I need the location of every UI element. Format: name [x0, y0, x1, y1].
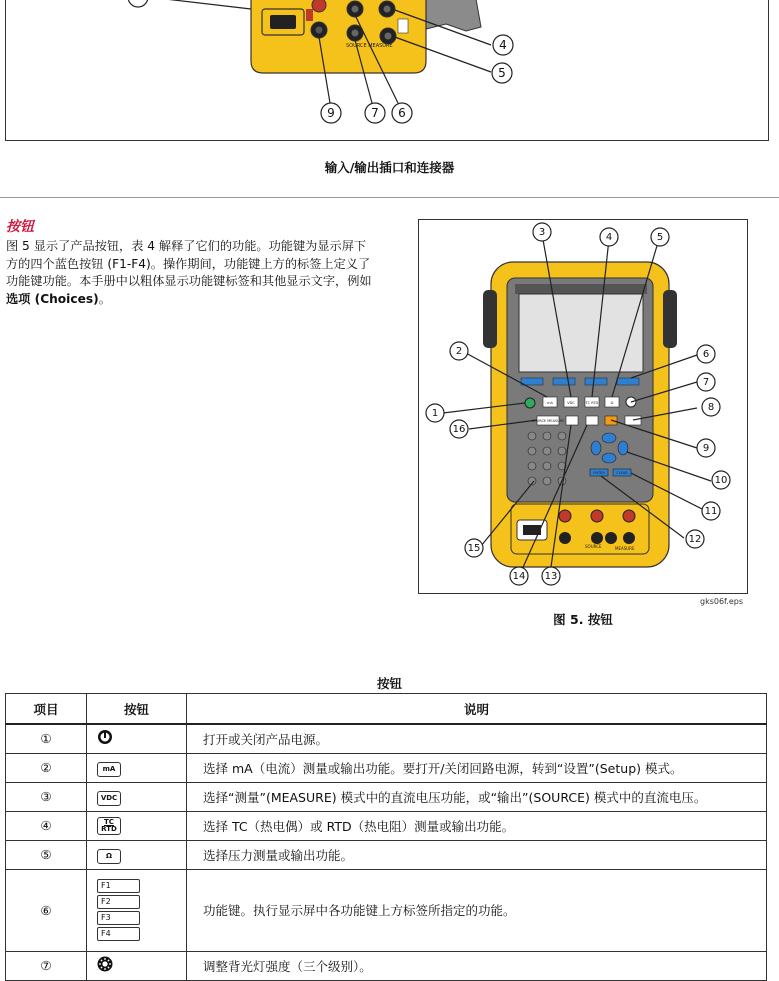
panel-label: SOURCE MEASURE — [346, 43, 393, 49]
fig5-callout-10-label: 10 — [714, 475, 728, 486]
fig5-callout-9-label: 9 — [702, 443, 710, 454]
row-button — [87, 753, 187, 782]
row-description: 选择 mA（电流）测量或输出功能。要打开/关闭回路电源，转到“设置”(Setup) 模式。 — [187, 753, 767, 782]
table-title: 按钮 — [376, 676, 402, 691]
figure-caption-io: 输入/输出插口和连接器 — [324, 160, 455, 175]
section-divider — [0, 197, 779, 198]
fig5-callout-2-label: 2 — [455, 346, 463, 357]
header-description: 说明 — [187, 694, 767, 725]
fig5-callout-13-label: 13 — [544, 571, 558, 582]
row-item: ⑤ — [6, 840, 87, 869]
row-description: 调整背光灯强度（三个级别）。 — [187, 951, 767, 980]
tc-rtd-key-icon — [97, 817, 121, 835]
fig5-callout-6-label: 6 — [702, 349, 710, 360]
key-enter-label: ENTER — [593, 471, 605, 475]
table-row — [6, 951, 767, 980]
key-tcrtd-label: TC RTD — [585, 401, 599, 405]
fig5-callout-3-label: 3 — [538, 227, 546, 238]
table-row — [6, 811, 767, 840]
row-description: 选择 TC（热电偶）或 RTD（热电阻）测量或输出功能。 — [187, 811, 767, 840]
table-row — [6, 724, 767, 753]
key-clear-label: CLEAR — [616, 471, 628, 475]
fig5-callout-11-label: 11 — [704, 506, 718, 517]
callout-5-label: 5 — [498, 66, 506, 80]
fig5-callout-5-label: 5 — [656, 232, 664, 243]
fig5-callout-4-label: 4 — [605, 232, 613, 243]
row-description: 选择压力测量或输出功能。 — [187, 840, 767, 869]
measure-label: MEASURE — [615, 546, 635, 551]
row-item: ② — [6, 753, 87, 782]
callout-9-label: 9 — [327, 106, 335, 120]
rtd-label: RTD — [101, 824, 117, 833]
backlight-icon — [97, 956, 113, 972]
f2-key-icon: F2 — [97, 895, 140, 909]
row-description: 功能键。执行显示屏中各功能键上方标签所指定的功能。 — [187, 869, 767, 951]
row-button — [87, 782, 187, 811]
key-source-measure-label: SOURCE MEASURE — [531, 419, 565, 423]
header-item: 项目 — [6, 694, 87, 725]
key-ohm-label: Ω — [610, 401, 614, 405]
row-button — [87, 811, 187, 840]
row-button — [87, 840, 187, 869]
fig5-callout-12-label: 12 — [688, 534, 702, 545]
io-connectors-illustration — [6, 0, 769, 141]
header-button: 按钮 — [87, 694, 187, 725]
f4-key-icon: F4 — [97, 927, 140, 941]
body-text: 图 5 显示了产品按钮，表 4 解释了它们的功能。功能键为显示屏下方的四个蓝色按钮 (F1-F4)。操作期间，功能键上方的标签上定义了功能键功能。本手册中以粗体显示功能键标签和其他显示文字，例如 — [6, 239, 372, 288]
key-ma-label: mA — [547, 401, 553, 405]
table-row — [6, 869, 767, 951]
row-item: ① — [6, 724, 87, 753]
figure-caption-buttons: 图 5. 按钮 — [553, 612, 613, 627]
section-heading: 按钮 — [6, 219, 34, 235]
fig5-callout-8-label: 8 — [707, 402, 715, 413]
pressure-key-icon: Ω — [97, 849, 121, 864]
key-vdc-label: VDC — [567, 401, 575, 405]
row-button — [87, 869, 187, 951]
fig5-callout-14-label: 14 — [512, 571, 526, 582]
row-item: ④ — [6, 811, 87, 840]
fig5-callout-16-label: 16 — [452, 424, 466, 435]
body-text-end: 。 — [98, 291, 111, 306]
row-button — [87, 951, 187, 980]
section-body — [6, 238, 378, 308]
table-row — [6, 782, 767, 811]
row-item: ③ — [6, 782, 87, 811]
fig5-callout-7-label: 7 — [702, 377, 710, 388]
callout-4-label: 4 — [499, 38, 507, 52]
fig5-callout-15-label: 15 — [467, 543, 481, 554]
buttons-table — [5, 693, 767, 981]
vdc-key-icon: VDC — [97, 791, 121, 806]
source-label: SOURCE — [585, 544, 602, 549]
body-bold-text: 选项 (Choices) — [6, 291, 99, 306]
tc-label: TC — [104, 817, 114, 826]
buttons-figure — [418, 219, 748, 594]
table-row — [6, 840, 767, 869]
row-description: 打开或关闭产品电源。 — [187, 724, 767, 753]
callout-6-label: 6 — [398, 106, 406, 120]
f3-key-icon: F3 — [97, 911, 140, 925]
table-row — [6, 753, 767, 782]
io-connectors-figure — [5, 0, 769, 141]
f1-key-icon: F1 — [97, 879, 140, 893]
row-description: 选择“测量”(MEASURE) 模式中的直流电压功能，或“输出”(SOURCE) 模式中的直流电压。 — [187, 782, 767, 811]
power-icon — [97, 729, 113, 745]
fig5-callout-1-label: 1 — [431, 408, 439, 419]
table-header-row — [6, 694, 767, 725]
buttons-illustration — [419, 220, 748, 594]
row-item: ⑥ — [6, 869, 87, 951]
ma-key-icon: mA — [97, 762, 121, 777]
row-item: ⑦ — [6, 951, 87, 980]
figure-file-name: gks06f.eps — [700, 597, 744, 606]
row-button — [87, 724, 187, 753]
callout-7-label: 7 — [371, 106, 379, 120]
